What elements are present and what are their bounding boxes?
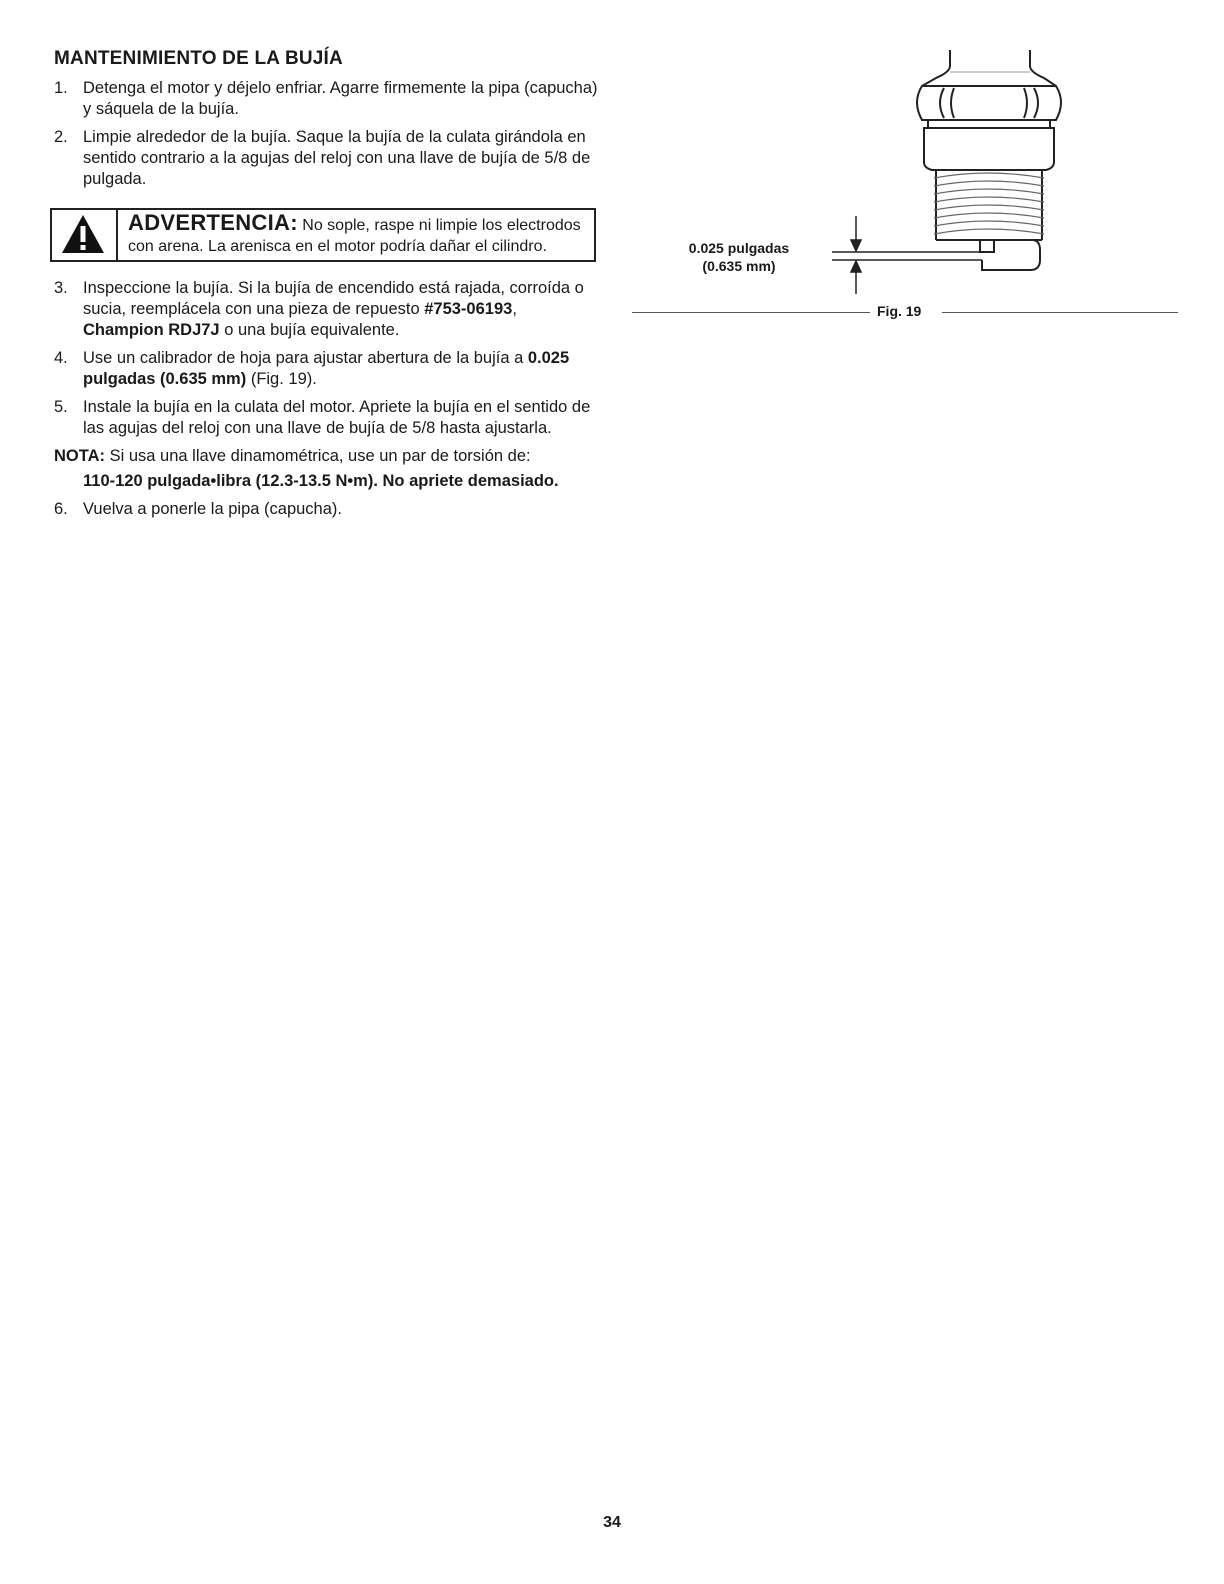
spark-plug-figure [632, 44, 1178, 334]
separator: , [512, 300, 517, 318]
step-3 [54, 278, 602, 341]
step-text: Use un calibrador de hoja para ajustar abertura de la bujía a [83, 349, 528, 367]
step-number: 1. [54, 79, 68, 97]
caption-rule-left [632, 312, 870, 313]
step-text-end: o una bujía equivalente. [219, 321, 400, 339]
part-number: #753-06193 [424, 300, 513, 318]
step-text: Inspeccione la bujía. Si la bujía de encendido está rajada, corroída o sucia, reemplácela con una pieza de repuesto [83, 279, 584, 318]
warning-text: No sople, raspe ni limpie los electrodos con arena. La arenisca en el motor podría dañar el cilindro. [128, 217, 581, 255]
instructions-column [54, 48, 602, 527]
gap-label-mm: (0.635 mm) [702, 258, 776, 274]
step-number: 5. [54, 398, 68, 416]
figure-caption: Fig. 19 [877, 303, 922, 319]
step-text: Instale la bujía en la culata del motor. Apriete la bujía en el sentido de las agujas del reloj con una llave de bujía de 5/8 hasta ajustarla. [83, 398, 591, 437]
warning-message [128, 212, 588, 257]
warning-title: ADVERTENCIA: [128, 210, 298, 235]
note-label: NOTA: [54, 447, 106, 465]
figure-caption-row [632, 302, 1178, 322]
step-text-end: (Fig. 19). [246, 370, 317, 388]
page-number: 34 [603, 1514, 621, 1531]
step-number: 3. [54, 279, 68, 297]
step-text: Detenga el motor y déjelo enfriar. Agarre firmemente la pipa (capucha) y sáquela de la bujía. [83, 79, 598, 118]
note-text: Si usa una llave dinamométrica, use un par de torsión de: [105, 447, 531, 465]
spark-plug-illustration [632, 44, 1178, 294]
section-heading: MANTENIMIENTO DE LA BUJÍA [54, 48, 343, 69]
warning-triangle-icon [60, 213, 106, 255]
step-number: 2. [54, 128, 68, 146]
step-4 [54, 348, 602, 390]
step-text: Limpie alrededor de la bujía. Saque la bujía de la culata girándola en sentido contrario a la agujas del reloj con una llave de bujía de 5/8 de pulgada. [83, 128, 591, 188]
step-5 [54, 397, 602, 439]
torque-spec: 110-120 pulgada•libra (12.3-13.5 N•m). No apriete demasiado. [83, 472, 559, 490]
step-6 [54, 499, 602, 520]
warning-icon-box [52, 210, 118, 260]
step-text: Vuelva a ponerle la pipa (capucha). [83, 500, 342, 518]
note [54, 446, 602, 467]
caption-rule-right [942, 312, 1178, 313]
gap-value: 0.025 pulgadas (0.635 mm) [83, 349, 570, 388]
step-number: 4. [54, 349, 68, 367]
step-2 [54, 127, 602, 190]
step-number: 6. [54, 500, 68, 518]
warning-box [50, 208, 596, 262]
part-name: Champion RDJ7J [83, 321, 220, 339]
gap-label-inches: 0.025 pulgadas [688, 240, 790, 256]
step-1 [54, 78, 602, 120]
